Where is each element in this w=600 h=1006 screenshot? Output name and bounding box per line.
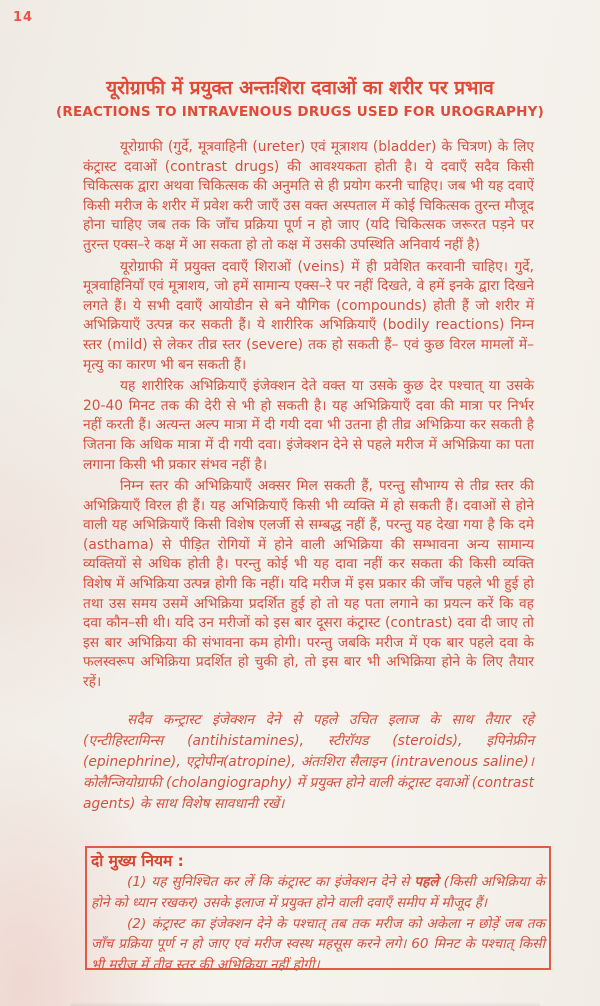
two-main-rules-box — [85, 846, 551, 974]
rule-item-1 — [91, 872, 545, 914]
body-paragraph: यूरोग्राफी (गुर्दे, मूत्रवाहिनी (ureter) एवं मूत्राशय (bladder) के चित्रण) के लिए कंट्रास्ट दवाओं (contrast drugs) की आवश्यकता होती है। ये दवाएँ सदैव किसी चिकित्सक द्वारा अथवा चिकित्सक की अनुमति से ही प्रयोग करनी चाहिए। जब भी यह दवाऐं किसी मरीज के शरीर में प्रवेश करी जाएँ उस वक्त अस्पताल में कोई चिकित्सक तुरन्त मौजूद होना चाहिए जब तक कि जाँच प्रक्रिया पूर्ण न हो जाए (यदि चिकित्सक जरूरत पड़ने पर तुरन्त एक्स–रे कक्ष में आ सकता हो तो कक्ष में उसकी उपस्थिति अनिवार्य नहीं है) — [83, 139, 534, 253]
body-paragraph: निम्न स्तर की अभिक्रियाएँ अक्सर मिल सकती हैं, परन्तु सौभाग्य से तीव्र स्तर की अभिक्रियाएँ विरल ही हैं। यह अभिक्रियाएँ किसी भी व्यक्ति में हो सकती हैं। दवाओं से होने वाली यह अभिक्रियाएँ किसी विशेष एलर्जी से सम्बद्ध नहीं हैं, परन्तु यह देखा गया है कि दमे (asthama) से पीड़ित रोगियों में होने वाली अभिक्रिया की सम्भावना अन्य सामान्य व्यक्तियों से अधिक होती है। परन्तु कोई भी यह दावा नहीं कर सकता की किसी व्यक्ति विशेष में अभिक्रिया उत्पन्न होगी कि नहीं। यदि मरीज में इस प्रकार की जाँच पहले भी हुई हो तथा उस समय उसमें अभिक्रिया प्रदर्शित हुई हो तो यह पता लगाने का प्रयत्न करें कि वह दवा कौन–सी थी। यदि उन मरीजों को इस बार दूसरा कंट्रास्ट (contrast) दवा दी जाए तो इस बार अभिक्रिया की संभावना कम होगी। परन्तु जबकि मरीज में एक बार पहले दवा के फलस्वरूप अभिक्रिया प्रदर्शित हो चुकी हो, तो इस बार भी अभिक्रिया होने के लिए तैयार रहें। — [83, 478, 534, 691]
rule-1-text-start: (1) यह सुनिश्चित कर लें कि कंट्रास्ट का इंजेक्शन देने से — [127, 874, 415, 890]
page-number: 14 — [13, 10, 34, 25]
chapter-heading — [0, 76, 600, 121]
body-text-column — [83, 138, 534, 817]
rules-box-heading: दो मुख्य नियम : — [91, 852, 184, 870]
page-title-english: (REACTIONS TO INTRAVENOUS DRUGS USED FOR UROGRAPHY) — [55, 104, 544, 120]
rule-1-text-end: (किसी अभिक्रिया के होने को ध्यान रखकर) उसके इलाज में प्रयुक्त होने वाली दवाएँ समीप में मौजूद हैं। — [91, 874, 545, 911]
rule-1-emphasis: पहले — [414, 874, 439, 890]
precaution-note-paragraph: सदैव कन्ट्रास्ट इंजेक्शन देने से पहले उचित इलाज के साथ तैयार रहे (एन्टीहिस्टामिन्स (antihistamines), स्टीरॉयड (steroids), इपिनेफ्रीन (epinephrine), एट्रोपीन(atropine), अंतःशिरा सैलाइन (intravenous saline)। कोलैन्जियोग्राफी (cholangiography) में प्रयुक्त होने वाली कंट्रास्ट दवाओं (contrast agents) के साथ विशेष सावधानी रखें। — [83, 711, 534, 812]
rule-item-2: (2) कंट्रास्ट का इंजेक्शन देने के पश्चात् तब तक मरीज को अकेला न छोड़ें जब तक जाँच प्रक्रिया पूर्ण न हो जाए एवं मरीज स्वस्थ महसूस करने लगे। 60 मिनट के पश्चात् किसी भी मरीज में तीव्र स्तर की अभिक्रिया नहीं होगी। — [91, 915, 545, 974]
body-paragraph: यूरोग्राफी में प्रयुक्त दवाएँ शिराओं (veins) में ही प्रवेशित करवानी चाहिए। गुर्दे, मूत्रवाहिनियाँ एवं मूत्राशय, जो हमें सामान्य एक्स–रे पर नहीं दिखते, वे हमें इनके द्वारा दिखने लगते हैं। ये सभी दवाएँ आयोडीन से बने यौगिक (compounds) होती हैं जो शरीर में अभिक्रियाएँ उत्पन्न कर सकती हैं। ये शारीरिक अभिक्रियाएँ (bodily reactions) निम्न स्तर (mild) से लेकर तीव्र स्तर (severe) तक हो सकती हैं– एवं कुछ विरल मामलों में–मृत्यु का कारण भी बन सकती हैं। — [83, 258, 534, 373]
page-title-hindi: यूरोग्राफी में प्रयुक्त अन्तःशिरा दवाओं का शरीर पर प्रभाव — [106, 77, 494, 99]
body-paragraph: यह शारीरिक अभिक्रियाएँ इंजेक्शन देते वक्त या उसके कुछ देर पश्चात् या उसके 20-40 मिनट तक की देरी से भी हो सकती है। यह अभिक्रियाएँ दवा की मात्रा पर निर्भर नहीं करती हैं। अत्यन्त अल्प मात्रा में दी गयी दवा भी उतना ही तीव्र अभिक्रिया कर सकती है जितना कि अधिक मात्रा में दी गयी दवा। इंजेक्शन देने से पहले मरीज में अभिक्रिया का पता लगाना किसी भी प्रकार संभव नहीं है। — [83, 378, 534, 473]
page-edge-shadow — [70, 1002, 540, 1006]
